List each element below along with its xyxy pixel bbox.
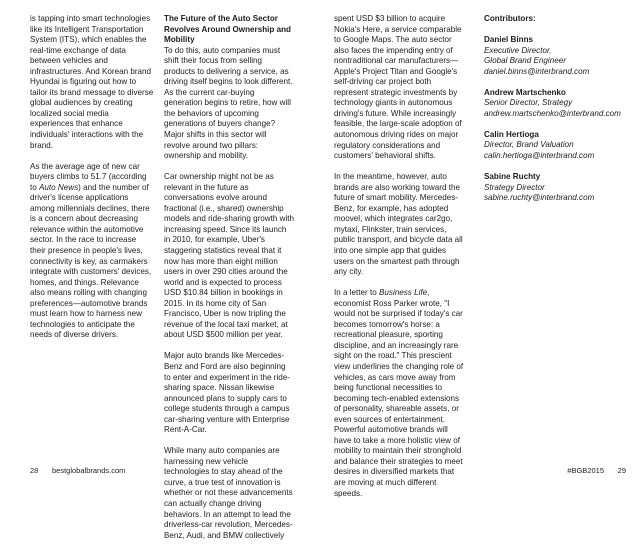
hashtag: #BGB2015 [567, 466, 604, 475]
col3-paragraph-2: In the meantime, however, auto brands are also working toward the future of smart mobility. Mercedes-Benz, for example, has adopted moovel, which integrates car2go, mytaxi, Flinkster, train services, public transport, and bicycle data all into one simple app that guides users on the smartest path through any city. [334, 172, 463, 277]
contributors-column [484, 14, 624, 214]
page-number-right: 29 [617, 466, 626, 475]
contributor [484, 35, 624, 77]
col2-paragraph-4: While many auto companies are harnessing new vehicle technologies to stay ahead of the curve, a true test of innovation is whether or not these advancements can actually change driving behaviors. In an attempt to lead the driverless-car revolution, Mercedes-Benz, Audi, and BMW collectively [164, 446, 293, 540]
column-1 [30, 14, 154, 351]
section-heading: The Future of the Auto Sector Revolves Around Ownership and Mobility [164, 14, 291, 45]
contributor-name: Calin Hertioga [484, 129, 539, 139]
col2-paragraph-1: To do this, auto companies must shift their focus from selling products to delivering a service, as driving itself begins to look different. As the current car-buying generation begins to retire, how will the behaviors of upcoming generations of buyers change? Major shifts in this sector will revolve around two pillars: ownership and mobility. [164, 45, 293, 161]
site-url[interactable]: bestglobalbrands.com [52, 466, 126, 475]
col1-paragraph-2 [30, 162, 154, 341]
col1-paragraph-1: is tapping into smart technologies like its Intelligent Transportation System (ITS), which enables the real-time exchange of data between vehicles and infrastructures. And Korean brand Hyundai is figuring out how to tailor its brand message to diverse global audiences by creating localized social media experiences that enhance individuals' interactions with the brand. [30, 14, 154, 150]
col3-p3-text-b: , economist Ross Parker wrote, "I would not be surprised if today's car becomes tomorrow's horse: a recreational pleasure, sporting discipline, and an increasingly rare sight on the road." This prescient view underlines the changing role of vehicles, as cars move away from being functional necessities to becoming tech-enabled extensions of personality, shareable assets, or even sources of entertainment. Powerful automotive brands will have to take a more holistic view of mobility to maintain their stronghold and balance their strategies to meet desires in diversified markets that are moving at much different speeds. [334, 288, 464, 498]
contributor-name: Sabine Ruchty [484, 172, 541, 182]
col2-paragraph-3: Major auto brands like Mercedes-Benz and Ford are also beginning to enter and experiment in the ride-sharing space. Nissan likewise announced plans to supply cars to college students through a campus car-sharing venture with Enterprise Rent-A-Car. [164, 351, 290, 435]
contributor-email[interactable]: calin.hertioga@interbrand.com [484, 150, 595, 160]
contributor-name: Andrew Martschenko [484, 87, 566, 97]
contributor-role: Director, Brand Valuation [484, 140, 574, 150]
contributor-name: Daniel Binns [484, 35, 534, 45]
contributor-role-2: Global Brand Engineer [484, 56, 566, 66]
contributor-email[interactable]: daniel.binns@interbrand.com [484, 66, 590, 76]
col1-p2-text-a: As the average age of new car buyers climbs to 51.7 (according to [30, 161, 147, 192]
column-3 [334, 14, 466, 510]
column-2 [164, 14, 294, 552]
contributor [484, 88, 624, 120]
contributor [484, 172, 624, 204]
contributor [484, 130, 624, 162]
contributor-email[interactable]: andrew.martschenko@interbrand.com [484, 108, 621, 118]
col3-p3-italic-source: Business Life [379, 288, 428, 298]
contributor-role: Strategy Director [484, 182, 545, 192]
col2-paragraph-2: Car ownership might not be as relevant in the future as conversations evolve around fractional (i.e., shared) ownership models and ride-sharing growth with increasing speed. Since its launch in 2010, for example, Uber's staggering statistics reveal that it now has more than eight million users in over 290 cities around the world and is expected to process USD $10.84 billion in bookings in 2015. In its home city of San Francisco, Uber is now tripling the revenue of the local taxi market, at about USD $500 million per year. [164, 172, 295, 340]
col3-paragraph-3 [334, 288, 466, 499]
contributors-title: Contributors: [484, 14, 536, 23]
col1-p2-text-b: ) and the number of driver's license applications among millennials declines, there is a concern about decreasing relevance within the automotive sector. In the race to increase their presence in people's lives, connectivity is key, as carmakers integrate with customers' devices, homes, and things. Relevance also means rolling with changing preferences—automotive brands must learn how to harness new technologies to anticipate the needs of diverse drivers. [30, 182, 152, 340]
col1-p2-italic-source: Auto News [39, 182, 79, 192]
contributor-email[interactable]: sabine.ruchty@interbrand.com [484, 193, 595, 203]
page-number-left: 28 [30, 466, 39, 475]
contributor-role: Executive Director, [484, 45, 552, 55]
col3-paragraph-1: spent USD $3 billion to acquire Nokia's Here, a service comparable to Google Maps. The auto sector also faces the impending entry of nontraditional car manufacturers—Apple's Project Titan and Google's self-driving car project both represent strategic investments by technology giants in autonomous driving's future. While increasingly feasible, the large-scale adoption of autonomous driving rides on major regulatory considerations and customers' behavioral shifts. [334, 14, 462, 161]
contributor-role: Senior Director, Strategy [484, 98, 573, 108]
col3-p3-text-a: In a letter to [334, 288, 379, 298]
